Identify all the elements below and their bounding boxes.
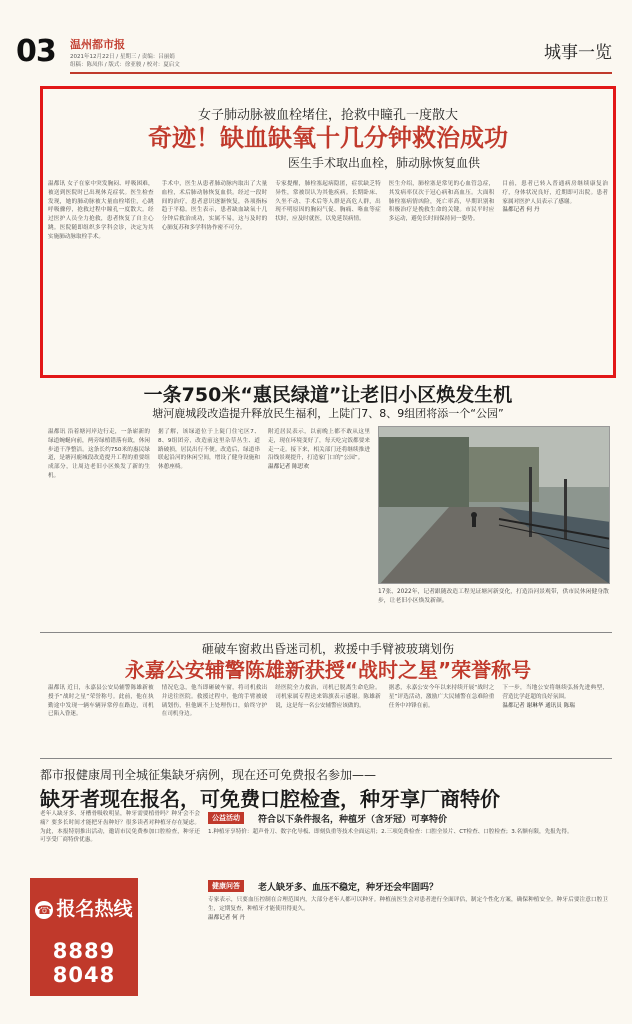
story1-kicker: 女子肺动脉被血栓堵住，抢救中瞳孔一度散大: [197, 108, 458, 123]
story4-kicker: 都市报健康周刊全城征集缺牙病例，现在还可免费报名参加——: [40, 768, 377, 782]
section-divider: [40, 758, 612, 759]
tag-health-qa-title: 老人缺牙多、血压不稳定，种牙还会牢固吗？: [258, 883, 439, 893]
story4-lead: [40, 810, 200, 874]
tag-public-welfare: 公益活动: [208, 812, 244, 824]
story2-headline: 一条750米“惠民绿道”让老旧小区焕发生机: [143, 384, 513, 406]
story3-column-text: 下一步，当地公安将继续弘扬先进典型，营造比学赶超的良好氛围。: [502, 685, 608, 700]
tag-health-qa: 健康问答: [208, 880, 244, 892]
signup-hotline-box: [30, 878, 138, 996]
story3-column: 据悉，永嘉公安今年以来持续开展“战时之星”评选活动，激励广大民辅警在急难险重任务中冲锋在前。: [388, 685, 495, 709]
story2-column: 温都讯 沿着塘河岸边行走，一条崭新的绿道蜿蜒向前，两旁绿植错落有致，休闲步道干净整洁。这条长约750米的惠民绿道，是塘河鹿城段改造提升工程的重要组成部分，让周边老旧小区焕发了新的生机。: [48, 429, 150, 479]
issue-line-1: 2021年12月22日 / 星期三 / 责编：吕丽娟: [70, 54, 175, 60]
hotline-label: 报名热线: [56, 898, 133, 920]
story1-byline: 温都记者 何 丹: [502, 207, 540, 214]
story4-byline: 温都记者 何 丹: [208, 914, 246, 921]
story4-headline: 缺牙者现在报名，可免费口腔检查，种牙享厂商特价: [40, 787, 500, 811]
page-number: 03: [16, 34, 56, 69]
story2-byline: 温都记者 陈思欢: [268, 464, 309, 471]
story3-column: 情况危急，他当即砸破车窗，将司机救出并送往医院。救援过程中，他的手臂被玻璃划伤，但他顾不上处理伤口，始终守护在司机身边。: [161, 685, 268, 718]
story4-welfare-text: 1.种植牙享特价：超声骨刀、数字化导板、即刻负重等技术全面运用；2.三项免费检查：口腔全景片、CT检查、口腔检查；3.名额有限，先报先得。: [208, 829, 573, 835]
story2-column: 据了解，该绿道位于上陡门住宅区7、8、9组团旁，改造前这里杂草丛生、道路破损，居民出行不便。改造后，绿道串联起沿河的休闲空间，增设了健身设施和休憩座椅。: [158, 429, 260, 471]
section-divider: [40, 632, 612, 633]
masthead: [0, 0, 632, 80]
story1-column: 专家提醒，肺栓塞起病隐匿，症状缺乏特异性，常被误认为其他疾病。长期卧床、久坐不动、手术后等人群是高危人群，出现不明原因的胸闷气促、胸痛、咯血等症状时，应及时就医，以免延误病情。: [275, 181, 381, 223]
story1-column: 医生介绍，肺栓塞是常见的心血管急症，其发病率仅次于冠心病和高血压。大面积肺栓塞病情凶险，死亡率高，早期识别和积极治疗是挽救生命的关键。市民平时应多运动，避免长时间保持同一姿势。: [388, 181, 495, 223]
story2-body: [48, 428, 370, 626]
section-title: 城事一览: [544, 43, 612, 63]
story4-qa-text: [208, 896, 608, 1002]
story2-subhead: 塘河鹿城段改造提升释放民生福利，上陡门7、8、9组团将添一个“公园”: [152, 407, 504, 420]
story1-column: 温都讯 女子在家中突发胸闷、呼吸困难，被送到医院时已出现休克症状。医生检查发现，她的肺动脉被大量血栓堵住，心跳呼吸骤停，抢救过程中瞳孔一度散大。经过医护人员全力抢救，患者恢复了自主心跳。医院随即组织多学科会诊，决定为其实施肺动脉取栓手术。: [48, 181, 154, 240]
story1-column: 手术中，医生从患者肺动脉内取出了大量血栓，术后肺动脉恢复血供。经过一段时间的治疗，患者意识逐渐恢复，各项指标趋于平稳。医生表示，患者缺血缺氧十几分钟后救治成功，实属不易，这与及时的心肺复苏和多学科协作密不可分。: [161, 181, 268, 231]
story1-body: [48, 180, 608, 370]
story3-column: 经医院全力救治，司机已脱离生命危险。司机家属专程送来锦旗表示感谢。陈雄新说，这是每一名公安辅警应该做的。: [275, 685, 381, 709]
phone-icon: ☎: [37, 902, 52, 917]
story4-qa-paragraph: 专家表示，只要血压控制在合理范围内，大部分老年人都可以种牙。种植前医生会对患者进行全面评估，制定个性化方案，确保种植安全。种牙后要注意口腔卫生，定期复查，种植牙才能使用得更久。: [208, 897, 608, 912]
story3-body: [48, 684, 608, 748]
story3-kicker: 砸破车窗救出昏迷司机，救援中手臂被玻璃划伤: [201, 642, 454, 656]
hotline-label-row: [30, 894, 138, 921]
story4-qa-body: [208, 896, 608, 1002]
masthead-rule: [70, 72, 612, 74]
story4-lead-text: 老年人缺牙多、牙槽骨吸收明显，种牙需要植骨吗？种牙会不会痛？要多长时间才能把牙齿种好？很多读者对种植牙存在疑虑。为此，本报特别推出活动，邀请市民免费参加口腔检查，种牙还可享受厂商特价优惠。: [40, 811, 200, 844]
hotline-number: 8889 8048: [52, 939, 116, 987]
story2-column: [268, 428, 370, 626]
issue-info: [70, 53, 230, 69]
story3-column: [502, 684, 608, 748]
story3-headline: 永嘉公安辅警陈雄新获授“战时之星”荣誉称号: [124, 658, 532, 682]
tag-public-welfare-title: 符合以下条件报名，种植牙（含牙冠）可享特价: [258, 815, 448, 825]
story1-headline: 奇迹！缺血缺氧十几分钟救治成功: [148, 124, 508, 152]
story1-column: [502, 180, 608, 370]
greenway-illustration: [379, 427, 610, 584]
story2-column-text: 附近居民表示，以前晚上都不敢从这里走，现在环境变好了，每天吃完饭都要来走一走。接下来，相关部门还将继续推进沿线景观提升，打造家门口的“公园”。: [268, 429, 370, 462]
story1-subhead: 医生手术取出血栓，肺动脉恢复血供: [287, 156, 480, 170]
riverside-greenway-photo: [378, 426, 610, 584]
story4-welfare-body: [208, 828, 608, 874]
story1-column-text: 目前，患者已转入普通病房继续康复治疗，身体状况良好，近期即可出院。患者家属对医护人员表示了感谢。: [502, 181, 608, 205]
story3-byline: 温都记者 谢琳华 通讯员 陈瑞: [502, 702, 575, 709]
paper-name: 温州都市报: [70, 38, 125, 51]
story3-column: 温都讯 近日，永嘉县公安局辅警陈雄新被授予“战时之星”荣誉称号。此前，他在执勤途中发现一辆车辆异常停在路边，司机已陷入昏迷。: [48, 685, 154, 718]
issue-line-2: 组稿：陈凤伟 / 版式：徐亚骏 / 校对：夏启文: [70, 62, 180, 68]
photo-caption: 17张、2022年，记者跟随改造工程见证塘河新变化，打造沿河景观带，供市民休闲健身散步，让老旧小区焕发新颜。: [378, 589, 609, 604]
